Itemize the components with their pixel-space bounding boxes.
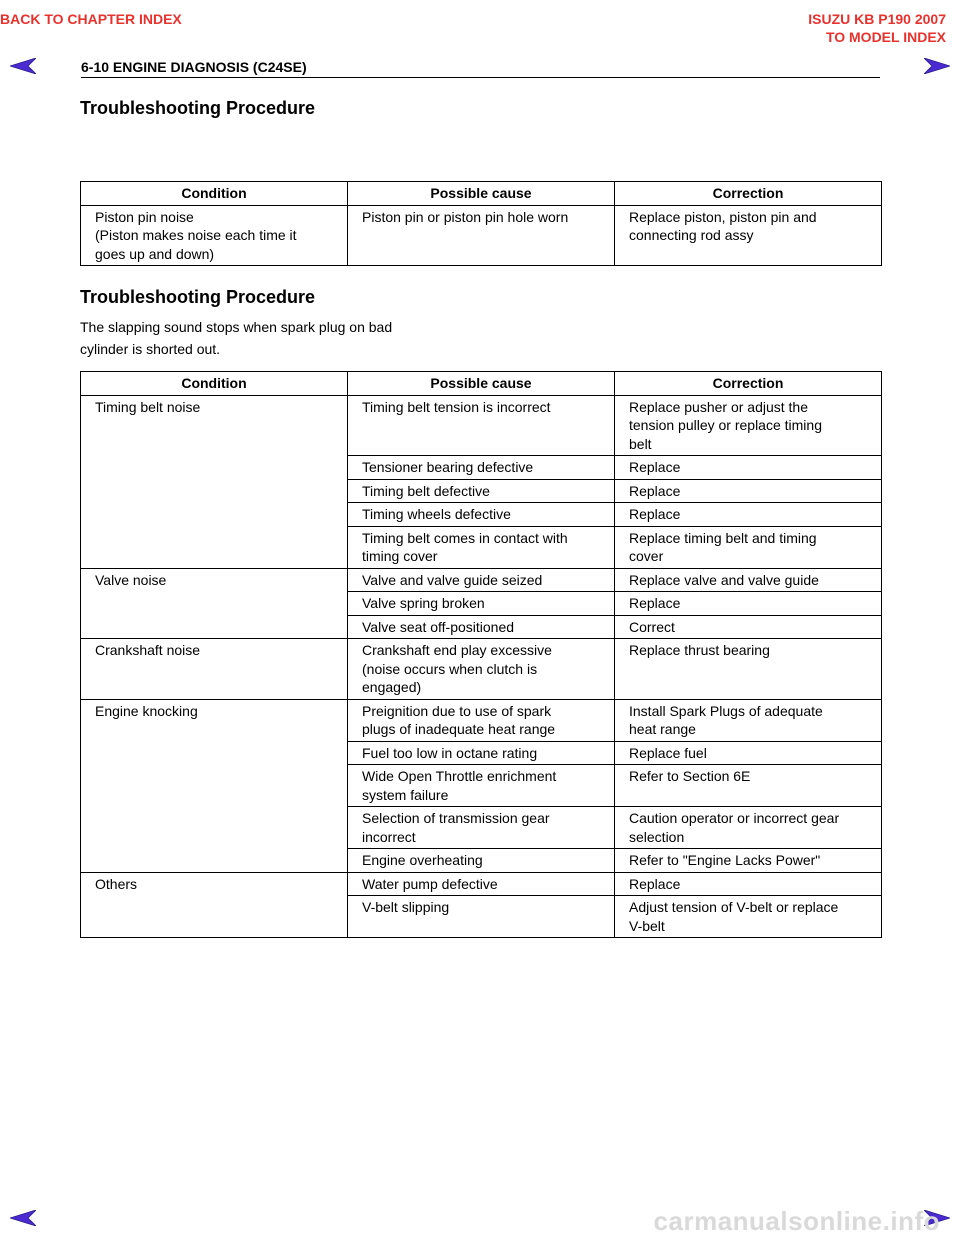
column-header-possible-cause: Possible cause [348,372,615,396]
possible-cause-cell: Valve seat off-positioned [348,615,615,639]
correction-cell: Replace piston, piston pin and connecting rod assy [615,205,882,266]
possible-cause-cell: Fuel too low in octane rating [348,741,615,765]
correction-cell: Replace [615,479,882,503]
correction-cell: Caution operator or incorrect gear selection [615,807,882,849]
possible-cause-cell: Selection of transmission gear incorrect [348,807,615,849]
correction-cell: Replace [615,456,882,480]
table-row [81,205,882,266]
correction-cell: Replace valve and valve guide [615,568,882,592]
next-page-arrow-icon[interactable] [924,58,950,74]
table-row [81,872,882,896]
possible-cause-cell: Engine overheating [348,849,615,873]
column-header-condition: Condition [81,182,348,206]
correction-cell: Replace thrust bearing [615,639,882,700]
condition-cell: Crankshaft noise [81,639,348,700]
possible-cause-cell: Valve and valve guide seized [348,568,615,592]
table-row [81,639,882,700]
possible-cause-cell: Piston pin or piston pin hole worn [348,205,615,266]
condition-cell: Engine knocking [81,699,348,872]
possible-cause-cell: Water pump defective [348,872,615,896]
condition-cell: Timing belt noise [81,395,348,568]
table-header-row [81,372,882,396]
possible-cause-cell: Tensioner bearing defective [348,456,615,480]
possible-cause-cell: Wide Open Throttle enrichment system failure [348,765,615,807]
correction-cell: Refer to "Engine Lacks Power" [615,849,882,873]
possible-cause-cell: Timing belt defective [348,479,615,503]
condition-cell: Valve noise [81,568,348,639]
possible-cause-cell: Crankshaft end play excessive (noise occurs when clutch is engaged) [348,639,615,700]
column-header-possible-cause: Possible cause [348,182,615,206]
column-header-correction: Correction [615,182,882,206]
correction-cell: Adjust tension of V-belt or replace V-belt [615,896,882,938]
possible-cause-cell: V-belt slipping [348,896,615,938]
correction-cell: Correct [615,615,882,639]
correction-cell: Replace timing belt and timing cover [615,526,882,568]
troubleshooting-table-2 [80,371,882,938]
section-title: Troubleshooting Procedure [80,98,316,118]
table-row [81,395,882,456]
prev-page-arrow-icon[interactable] [10,58,36,74]
correction-cell: Replace fuel [615,741,882,765]
possible-cause-cell: Timing belt tension is incorrect [348,395,615,456]
model-title-link[interactable]: ISUZU KB P190 2007 [808,11,946,27]
page-header [81,59,880,78]
table-row [81,568,882,592]
possible-cause-cell: Preignition due to use of spark plugs of inadequate heat range [348,699,615,741]
section-title: Troubleshooting Procedure [80,287,316,307]
table-row [81,699,882,741]
correction-cell: Replace [615,592,882,616]
intro-text: The slapping sound stops when spark plug on bad cylinder is shorted out. [80,319,393,357]
correction-cell: Replace [615,872,882,896]
troubleshooting-table-1 [80,181,882,266]
back-to-chapter-index-link[interactable]: BACK TO CHAPTER INDEX [0,11,182,27]
correction-cell: Replace [615,503,882,527]
column-header-condition: Condition [81,372,348,396]
table-header-row [81,182,882,206]
condition-cell: Piston pin noise (Piston makes noise each time it goes up and down) [81,205,348,266]
possible-cause-cell: Valve spring broken [348,592,615,616]
correction-cell: Replace pusher or adjust the tension pulley or replace timing belt [615,395,882,456]
possible-cause-cell: Timing belt comes in contact with timing cover [348,526,615,568]
watermark: carmanualsonline.info [653,1206,940,1236]
to-model-index-link[interactable]: TO MODEL INDEX [825,29,946,45]
condition-cell: Others [81,872,348,938]
correction-cell: Refer to Section 6E [615,765,882,807]
page-header-title: 6-10 ENGINE DIAGNOSIS (C24SE) [81,59,307,75]
correction-cell: Install Spark Plugs of adequate heat range [615,699,882,741]
column-header-correction: Correction [615,372,882,396]
prev-page-arrow-icon[interactable] [10,1210,36,1226]
possible-cause-cell: Timing wheels defective [348,503,615,527]
